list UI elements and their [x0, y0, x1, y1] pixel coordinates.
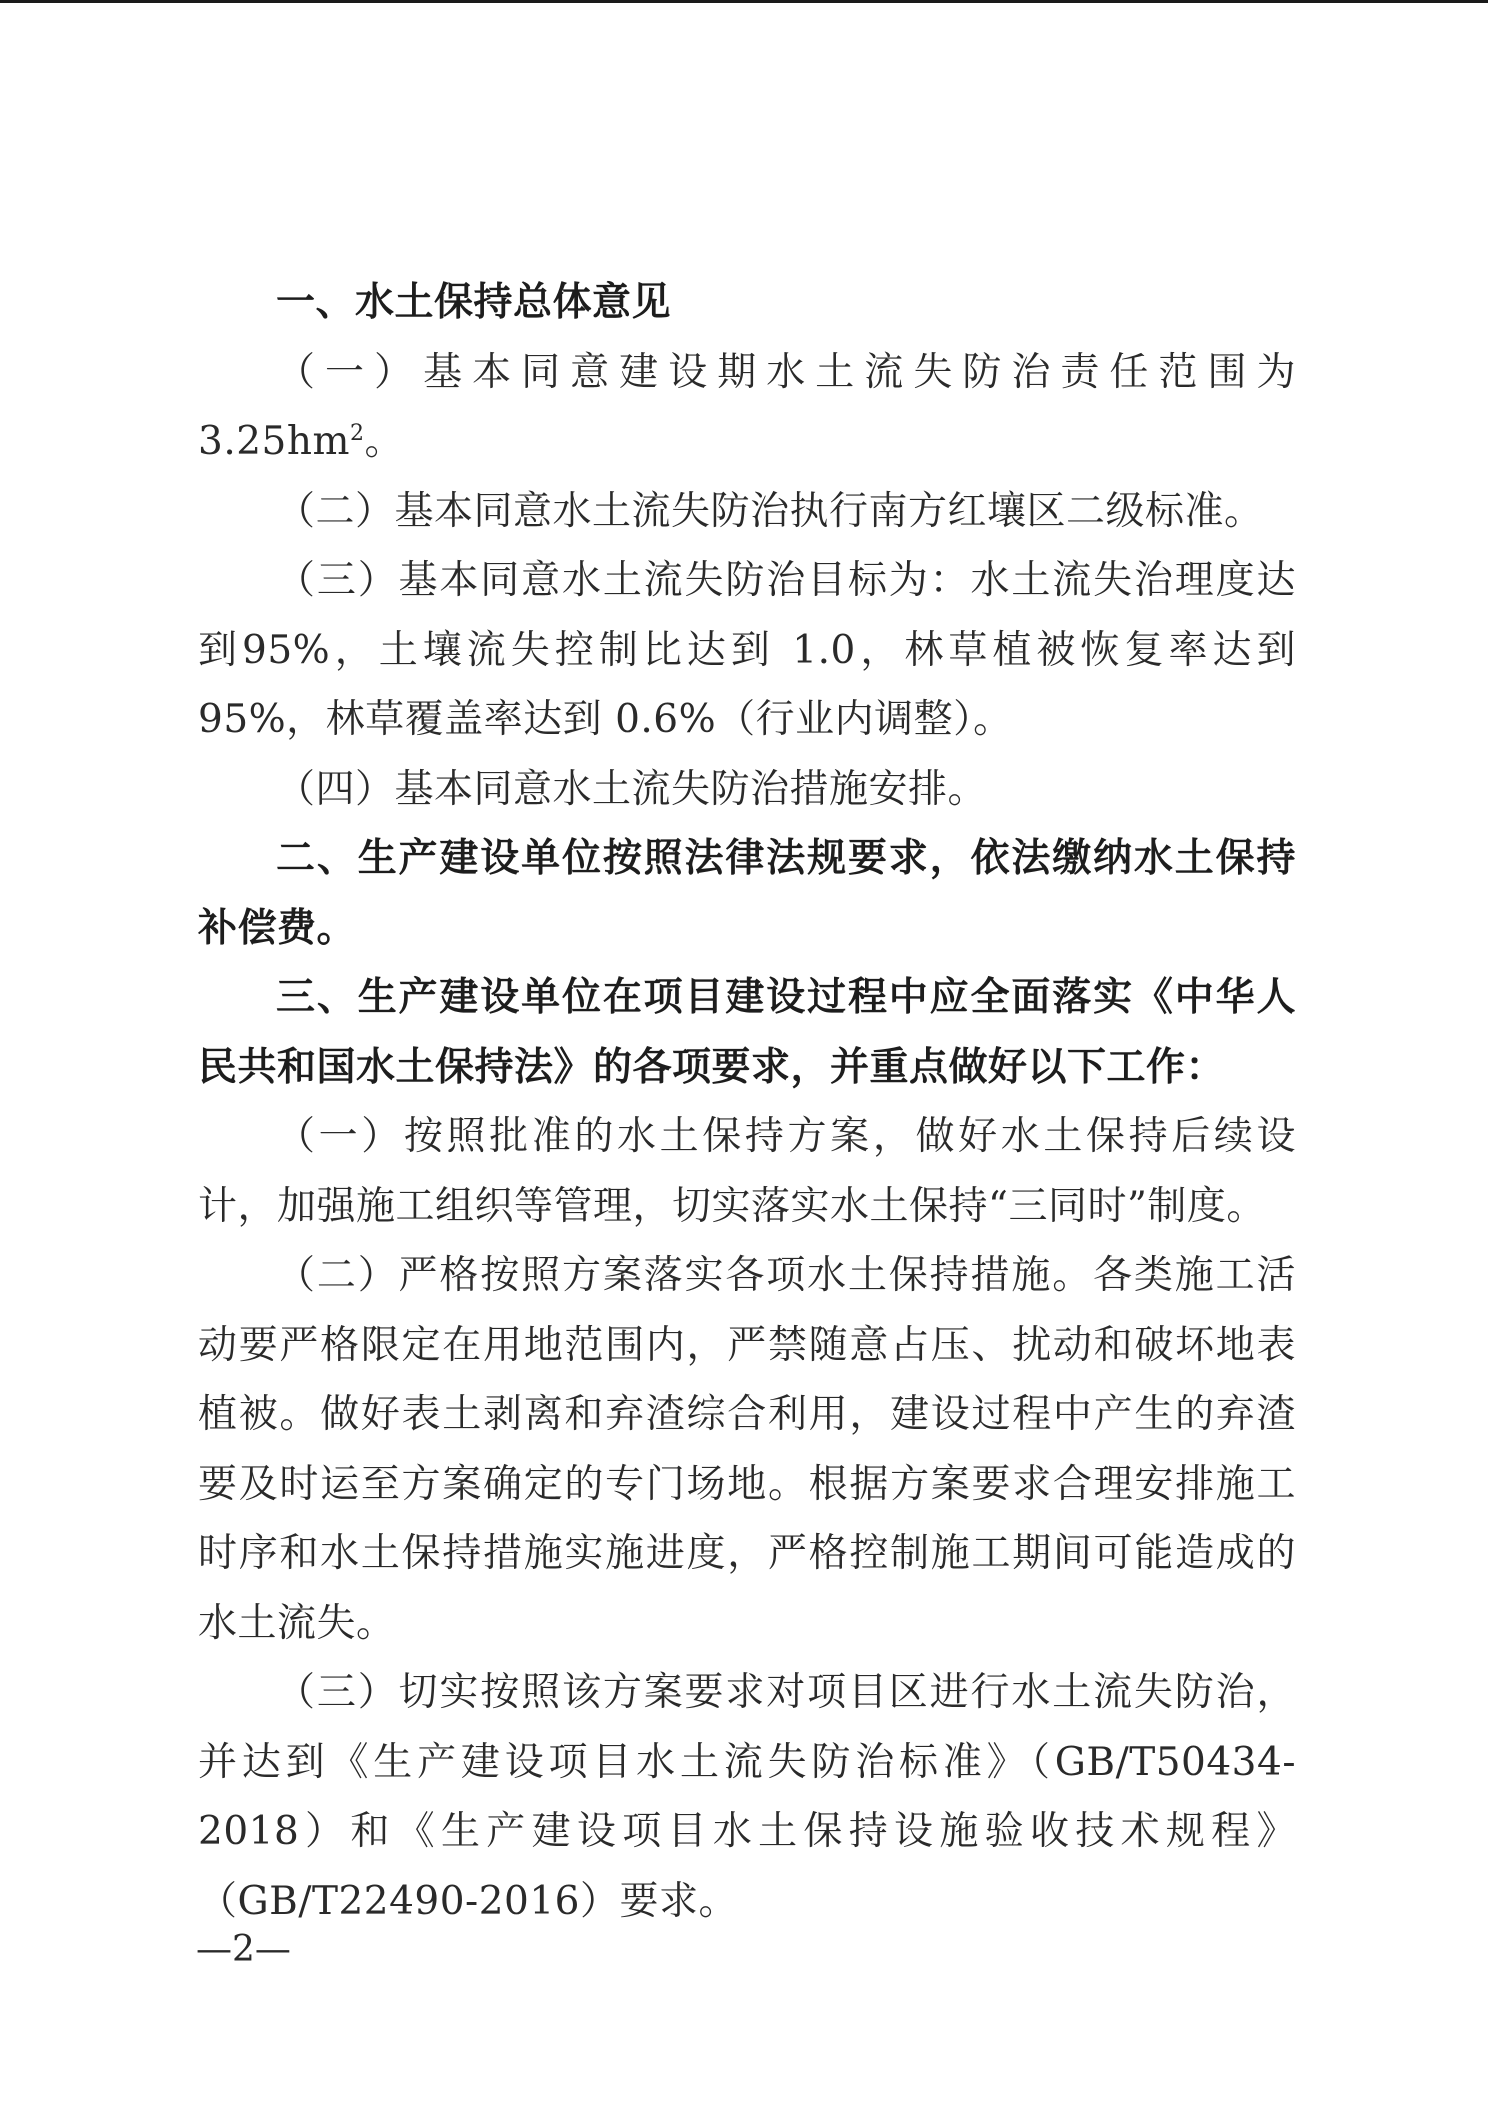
section-3-item-3: （三）切实按照该方案要求对项目区进行水土流失防治，并达到《生产建设项目水土流失防治标准》（GB/T50434-2018）和《生产建设项目水土保持设施验收技术规程》（GB/T22490-2016）要求。: [198, 1670, 1296, 1924]
page-number: —2—: [196, 1929, 291, 1970]
section-1-item-1-text: （一）基本同意建设期水土流失防治责任范围为 3.25hm: [198, 349, 1296, 464]
section-1-item-3: （三）基本同意水土流失防治目标为：水土流失治理度达到95%，土壤流失控制比达到 1.0，林草植被恢复率达到 95%，林草覆盖率达到 0.6%（行业内调整）。: [198, 558, 1296, 742]
superscript-2: 2: [349, 421, 365, 446]
section-3-heading: 三、生产建设单位在项目建设过程中应全面落实《中华人民共和国水土保持法》的各项要求，并重点做好以下工作：: [198, 975, 1296, 1090]
section-1-item-1: [198, 338, 1296, 477]
section-1-item-4: （四）基本同意水土流失防治措施安排。: [276, 766, 988, 812]
section-3-item-2: （二）严格按照方案落实各项水土保持措施。各类施工活动要严格限定在用地范围内，严禁随意占压、扰动和破坏地表植被。做好表土剥离和弃渣综合利用，建设过程中产生的弃渣要及时运至方案确定的专门场地。根据方案要求合理安排施工时序和水土保持措施实施进度，严格控制施工期间可能造成的水土流失。: [198, 1253, 1296, 1646]
section-2-heading: 二、生产建设单位按照法律法规要求，依法缴纳水土保持补偿费。: [198, 836, 1296, 951]
section-1-item-1-end: 。: [364, 419, 404, 464]
scan-edge-line: [0, 0, 1488, 3]
section-1-item-2: （二）基本同意水土流失防治执行南方红壤区二级标准。: [276, 488, 1264, 534]
document-body: [198, 268, 1296, 1936]
section-3-item-1: （一）按照批准的水土保持方案，做好水土保持后续设计，加强施工组织等管理，切实落实水土保持“三同时”制度。: [198, 1114, 1296, 1229]
section-1-heading: 一、水土保持总体意见: [276, 280, 672, 325]
